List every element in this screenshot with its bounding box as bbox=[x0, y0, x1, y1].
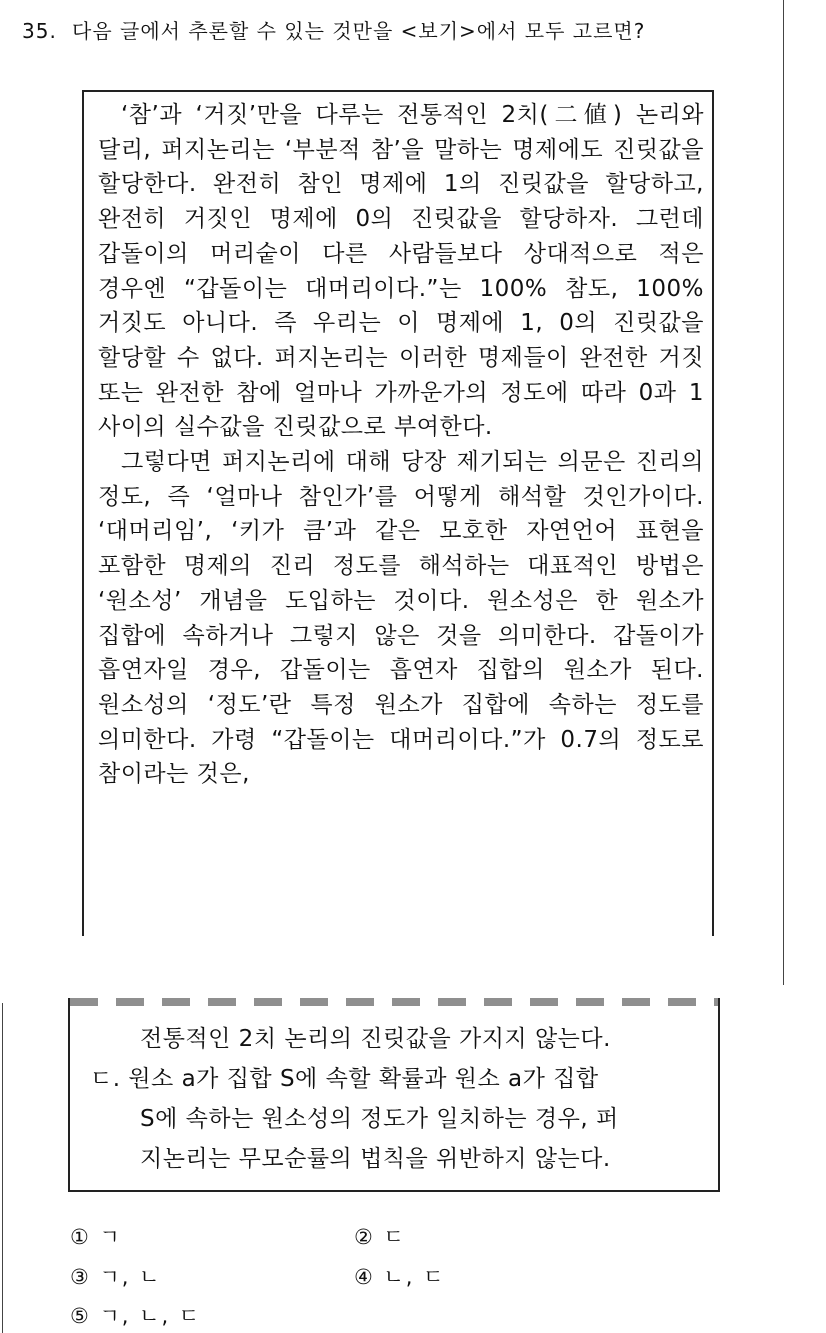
choice-4-number: ④ bbox=[354, 1265, 375, 1289]
column-divider bbox=[783, 0, 784, 985]
choice-5-number: ⑤ bbox=[70, 1304, 91, 1328]
cut-off-text-remnant bbox=[70, 998, 718, 1006]
page-margin-rule bbox=[2, 1003, 3, 1333]
choice-3-text: ㄱ, ㄴ bbox=[99, 1265, 162, 1289]
choice-1-text: ㄱ bbox=[99, 1225, 122, 1249]
choice-1[interactable] bbox=[70, 1223, 122, 1251]
passage-paragraph-2: 그렇다면 퍼지논리에 대해 당장 제기되는 의문은 진리의 정도, 즉 ‘얼마나 참인가’를 어떻게 해석할 것인가이다. ‘대머리임’, ‘키가 큼’과 같은 모호한 자연언어 표현을 포함한 명제의 진리 정도를 해석하는 대표적인 방법은 ‘원소성’ 개념을 도입하는 것이다. 원소성은 한 원소가 집합에 속하거나 그렇지 않은 것을 의미한다. 갑돌이가 흡연자일 경우, 갑돌이는 흡연자 집합의 원소가 된다. 원소성의 ‘정도’란 특정 원소가 집합에 속하는 정도를 의미한다. 가령 “갑돌이는 대머리이다.”가 0.7의 정도로 참이라는 것은, bbox=[98, 449, 704, 788]
choice-1-number: ① bbox=[70, 1225, 91, 1249]
choice-5[interactable] bbox=[70, 1302, 201, 1330]
choice-2-text: ㄷ bbox=[383, 1225, 406, 1249]
question-number: 35. bbox=[22, 19, 57, 43]
choice-4-text: ㄴ, ㄷ bbox=[383, 1265, 446, 1289]
choice-3[interactable] bbox=[70, 1263, 161, 1291]
bogi-line-1: 전통적인 2치 논리의 진릿값을 가지지 않는다. bbox=[140, 1026, 611, 1052]
choice-2-number: ② bbox=[354, 1225, 375, 1249]
choice-3-number: ③ bbox=[70, 1265, 91, 1289]
choice-4[interactable] bbox=[354, 1263, 445, 1291]
choice-2[interactable] bbox=[354, 1223, 406, 1251]
passage-paragraph-1: ‘참’과 ‘거짓’만을 다루는 전통적인 2치(二値) 논리와 달리, 퍼지논리는 ‘부분적 참’을 말하는 명제에도 진릿값을 할당한다. 완전히 참인 명제에 1의 진릿값을 할당하고, 완전히 거짓인 명제에 0의 진릿값을 할당하자. 그런데 갑돌이의 머리숱이 다른 사람들보다 상대적으로 적은 경우엔 “갑돌이는 대머리이다.”는 100% 참도, 100% 거짓도 아니다. 즉 우리는 이 명제에 1, 0의 진릿값을 할당할 수 없다. 퍼지논리는 이러한 명제들이 완전한 거짓 또는 완전한 참에 얼마나 가까운가의 정도에 따라 0과 1 사이의 실수값을 진릿값으로 부여한다. bbox=[98, 102, 704, 441]
bogi-line-3: S에 속하는 원소성의 정도가 일치하는 경우, 퍼 bbox=[140, 1106, 619, 1132]
passage-box bbox=[82, 90, 714, 936]
bogi-box bbox=[68, 998, 720, 1192]
bogi-line-4: 지논리는 무모순률의 법칙을 위반하지 않는다. bbox=[140, 1146, 611, 1172]
choice-5-text: ㄱ, ㄴ, ㄷ bbox=[99, 1304, 202, 1328]
question-prompt: 다음 글에서 추론할 수 있는 것만을 <보기>에서 모두 고르면? bbox=[72, 19, 646, 43]
bogi-item-c: ㄷ. 원소 a가 집합 S에 속할 확률과 원소 a가 집합 bbox=[90, 1066, 599, 1092]
